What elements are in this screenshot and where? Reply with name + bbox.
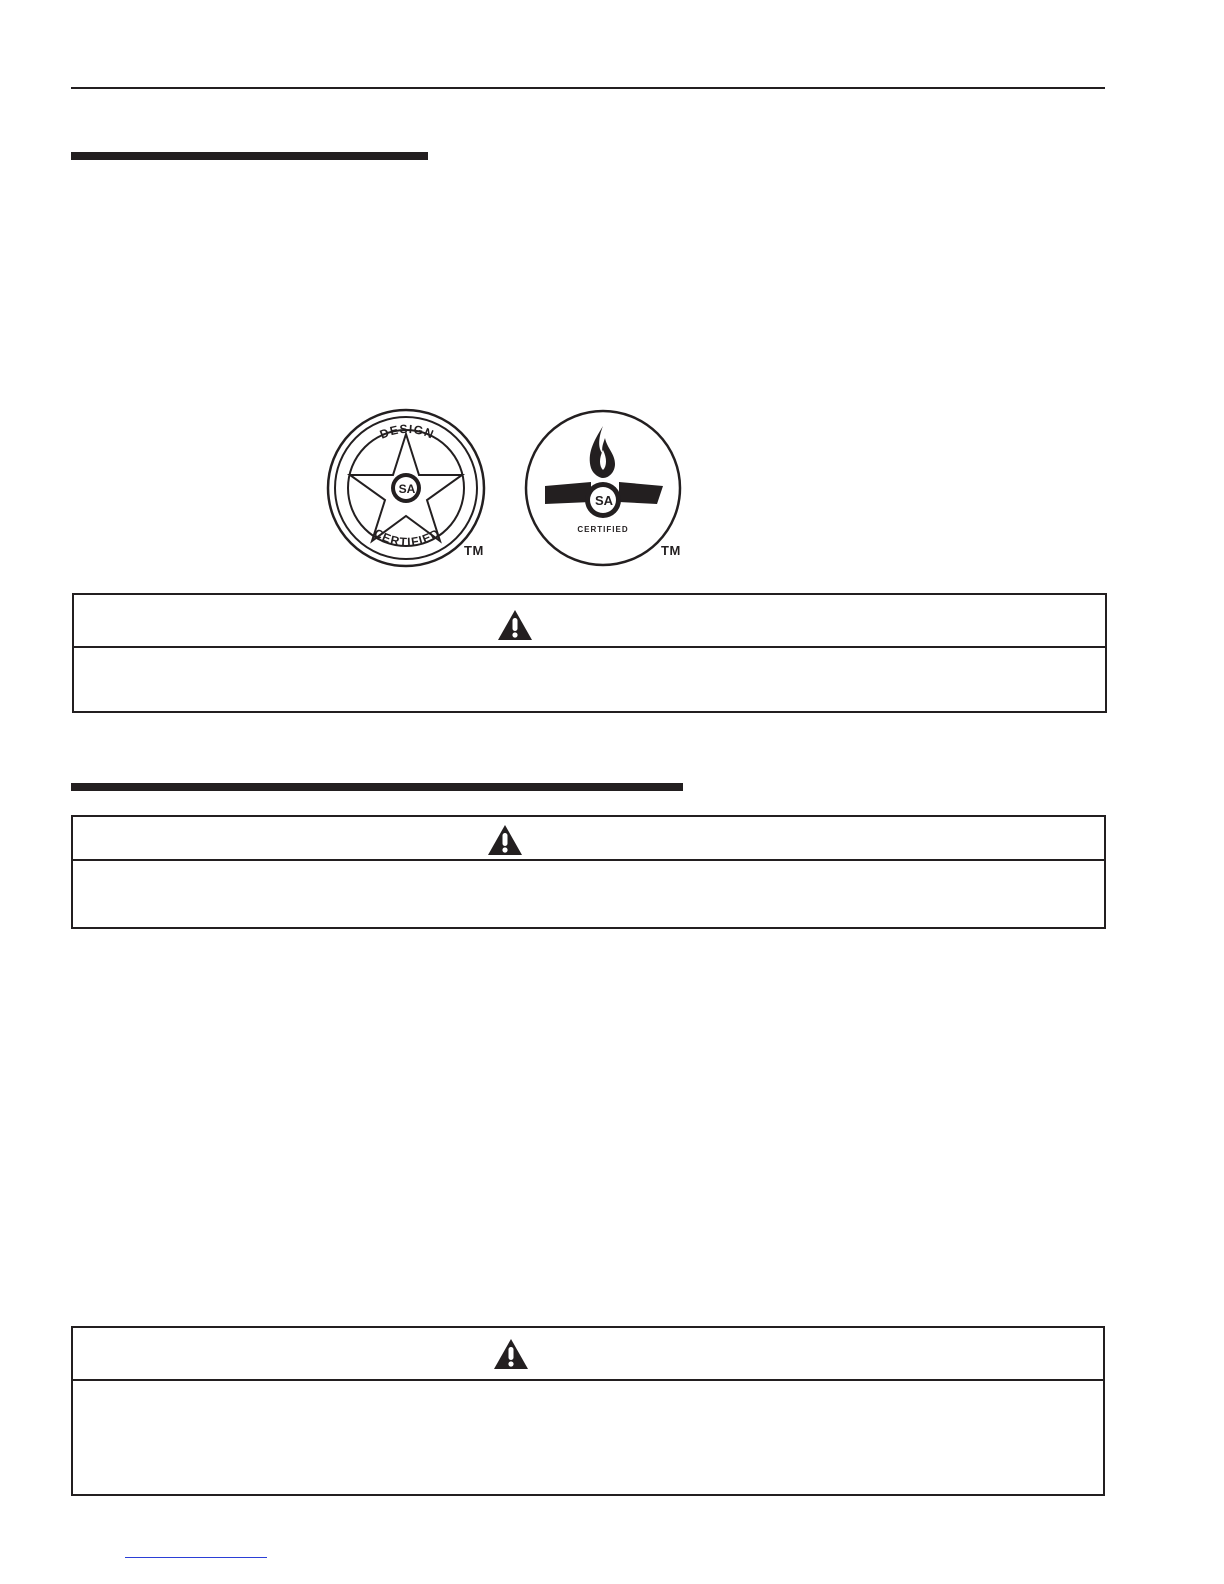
svg-text:CERTIFIED: CERTIFIED [371,525,443,550]
warning-box-2 [71,815,1106,929]
warning-triangle-icon [487,824,523,856]
svg-text:CERTIFIED: CERTIFIED [577,525,629,534]
header-rule [71,87,1105,89]
warning-box-2-divider [73,859,1104,861]
footer-link-underline[interactable] [125,1557,267,1558]
svg-text:SA: SA [594,493,614,508]
warning-box-3-divider [73,1379,1103,1381]
section-heading-bar-2 [71,783,683,791]
svg-text:DESIGN: DESIGN [377,421,437,442]
warning-triangle-icon [493,1338,529,1370]
warning-box-3 [71,1326,1105,1496]
trademark-mark-1: TM [464,543,484,558]
warning-triangle-icon [497,609,533,641]
trademark-mark-2: TM [661,543,681,558]
warning-box-1-divider [74,646,1105,648]
csa-flame-certified-seal [523,408,683,570]
section-heading-bar-1 [71,152,428,160]
warning-box-1 [72,593,1107,713]
svg-text:SA: SA [398,482,416,496]
csa-flame-seal-graphic [523,408,683,570]
